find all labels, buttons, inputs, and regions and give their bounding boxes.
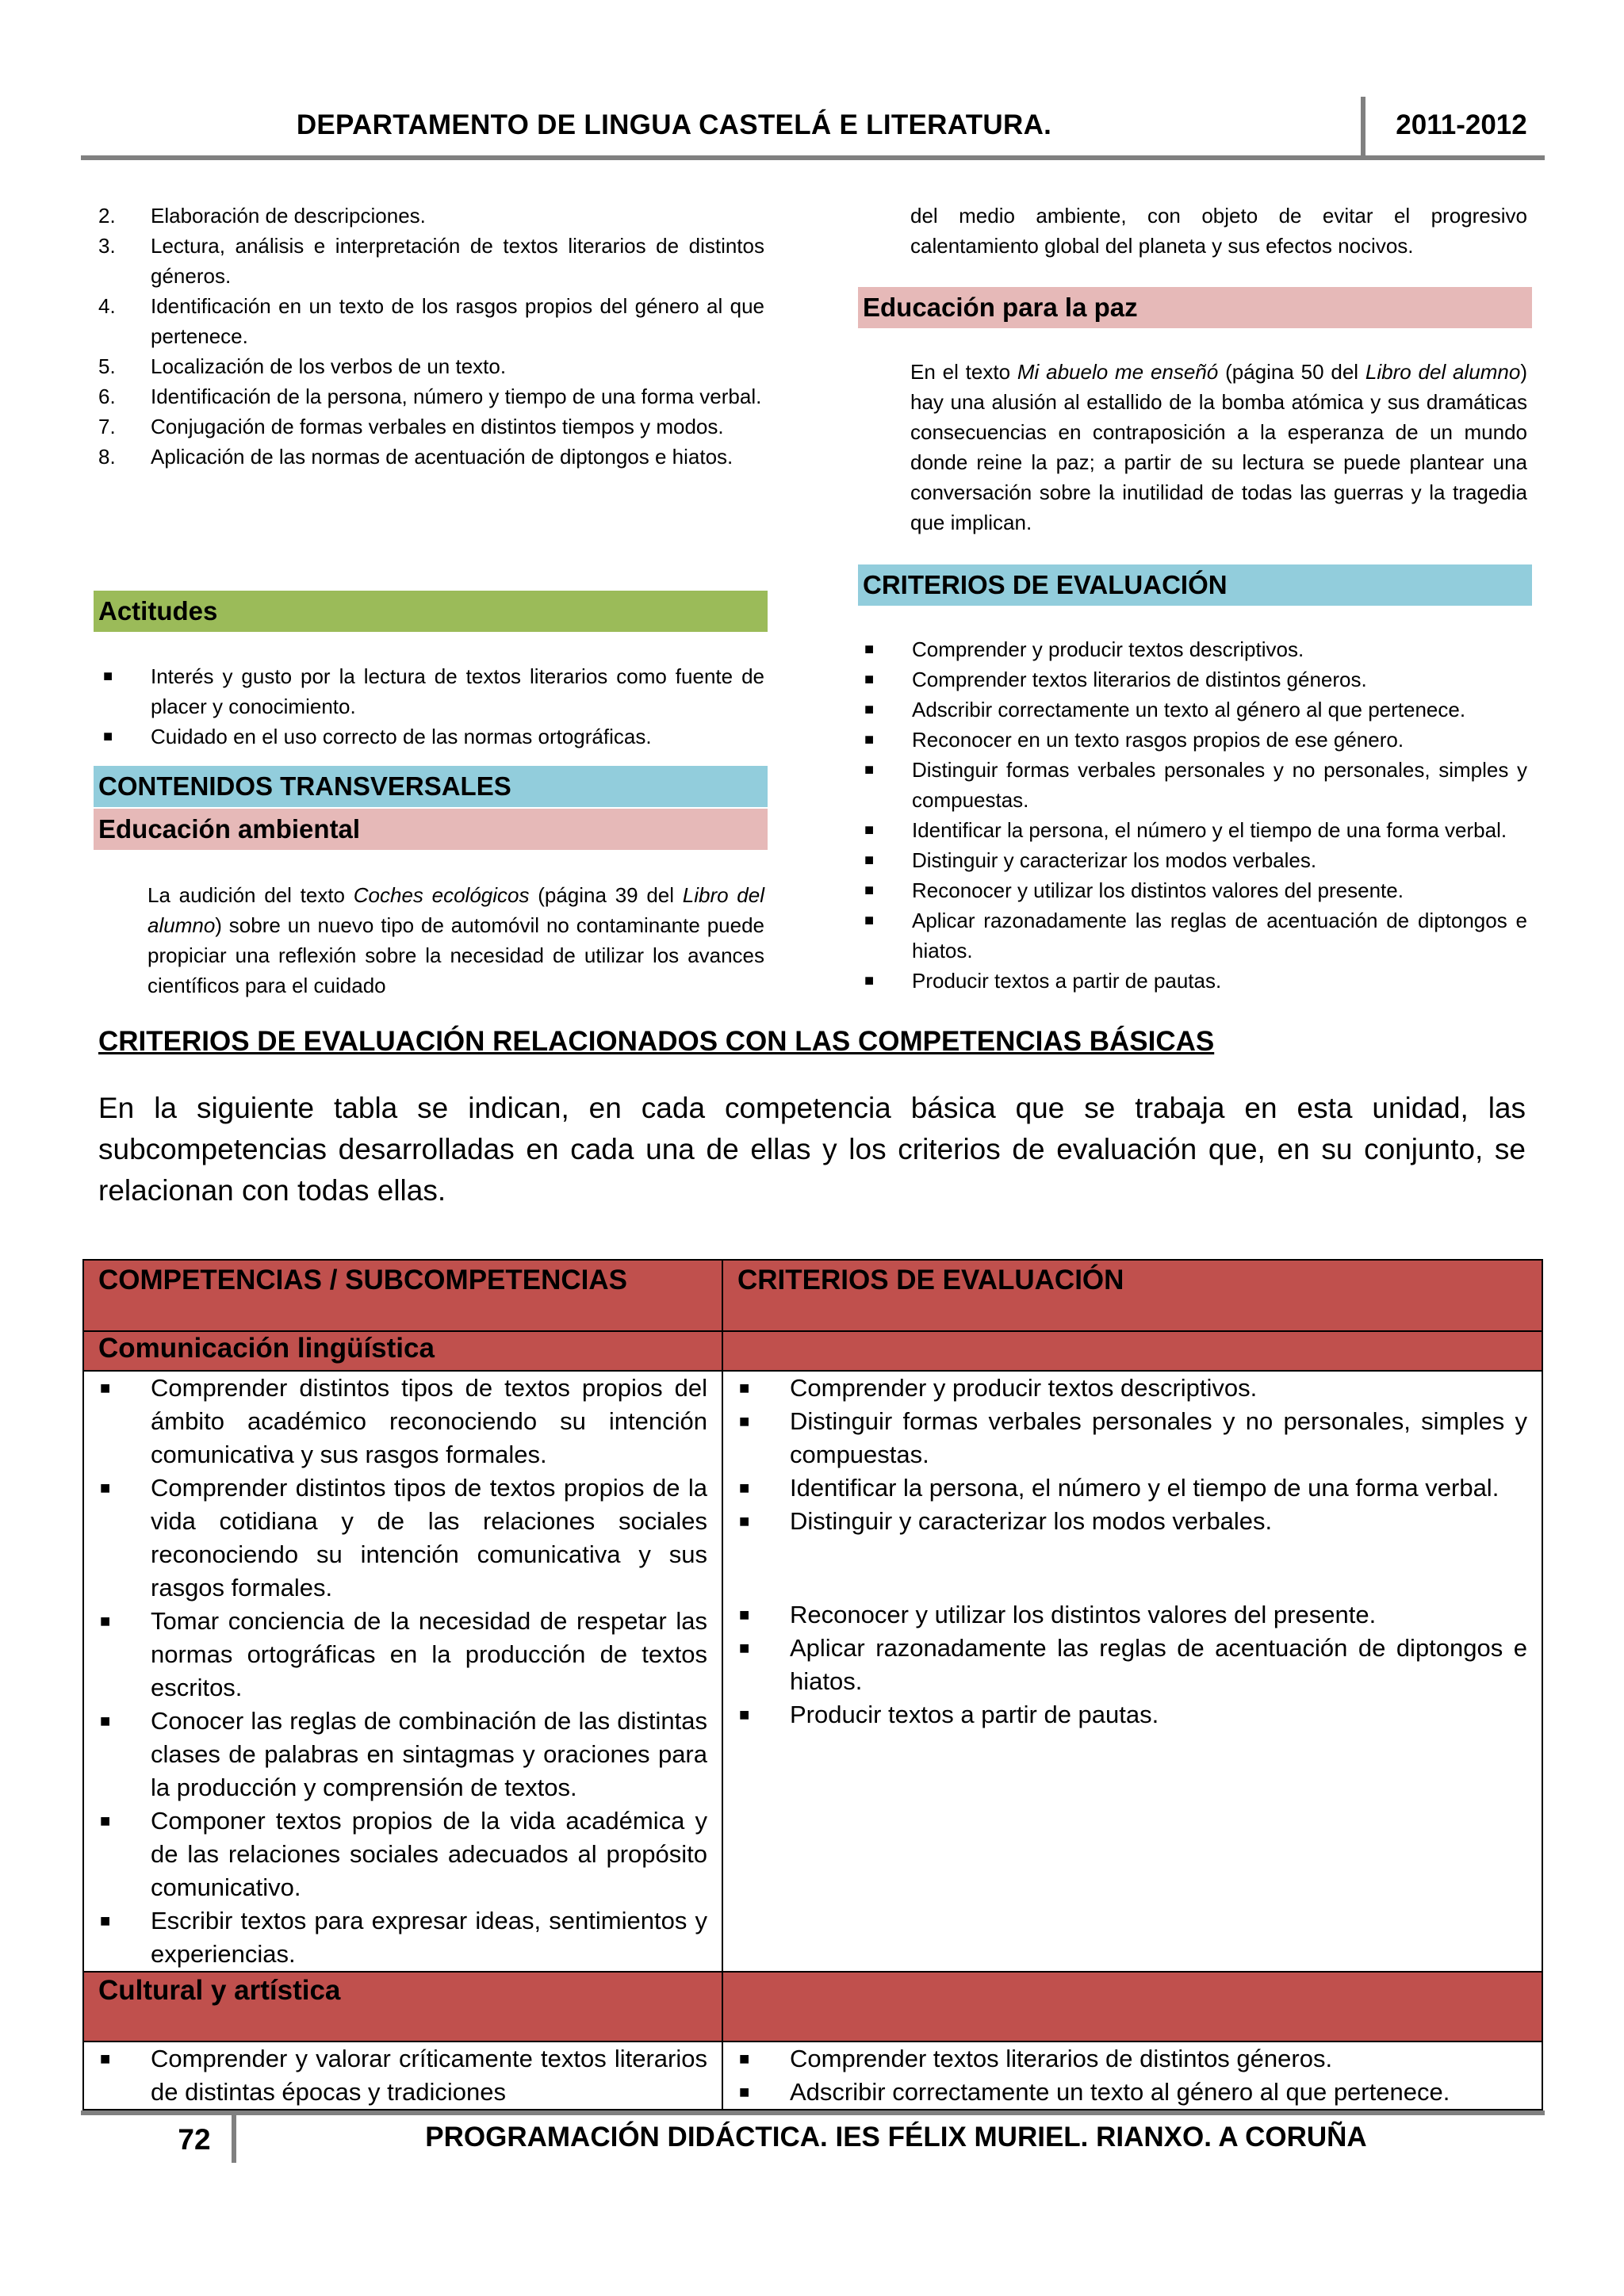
list-item: ■ Adscribir correctamente un texto al género al que pertenece. [739,2078,1450,2106]
list-item: ■ Conocer las reglas de combinación de las distintas clases de palabras en sintagmas y oraciones para la producción y comprensión de textos. [100,1707,707,1801]
table-row [83,1371,1542,1972]
table-header-criterios: CRITERIOS DE EVALUACIÓN [722,1260,1542,1331]
list-item: ■ Distinguir formas verbales personales y no personales, simples y compuestas. [864,758,1527,812]
list-item: ■ Comprender textos literarios de distintos géneros. [739,2045,1333,2072]
comunicacion-criterios [722,1371,1542,1972]
footer-title: PROGRAMACIÓN DIDÁCTICA. IES FÉLIX MURIEL. RIANXO. A CORUÑA [425,2122,1367,2152]
table-row [83,1331,1542,1371]
list-item: ■ Cuidado en el uso correcto de las normas ortográficas. [103,725,652,748]
list-item: ■ Comprender y producir textos descriptivos. [864,637,1304,661]
table-row [83,2042,1542,2110]
list-item: ■ Identificar la persona, el número y el tiempo de una forma verbal. [739,1474,1500,1502]
actitudes-section [98,661,764,752]
comunicacion-title: Comunicación lingüística [83,1331,722,1371]
paz-paragraph: En el texto Mi abuelo me enseñó (página 50 del Libro del alumno) hay una alusión al estallido de la bomba atómica y sus dramáticas consecuencias en contraposición a la esperanza de un mundo donde reine la paz; a partir de su lectura se puede plantear una conversación sobre la inutilidad de todas las guerras y la tragedia que implican. [910,360,1528,534]
table-row [83,1972,1542,2042]
list-item: ■ Comprender y valorar críticamente textos literarios de distintas épocas y tradiciones [100,2045,707,2106]
section-title: CRITERIOS DE EVALUACIÓN RELACIONADOS CON LAS COMPETENCIAS BÁSICAS [98,1026,1215,1057]
table-header-competencias: COMPETENCIAS / SUBCOMPETENCIAS [83,1260,722,1331]
list-item: ■ Comprender y producir textos descriptivos. [739,1374,1258,1402]
list-item: 7. Conjugación de formas verbales en distintos tiempos y modos. [98,415,724,438]
list-item: ■ Tomar conciencia de la necesidad de respetar las normas ortográficas en la producción de textos escritos. [100,1607,707,1701]
list-item: 8. Aplicación de las normas de acentuación de diptongos e hiatos. [98,445,733,469]
list-item: ■ Escribir textos para expresar ideas, sentimientos y experiencias. [100,1907,707,1968]
header-divider [1361,97,1365,159]
cultural-criterios [722,2042,1542,2110]
list-item: 5. Localización de los verbos de un texto. [98,354,507,378]
list-item: ■ Producir textos a partir de pautas. [864,969,1222,993]
transversales-heading: CONTENIDOS TRANSVERSALES [94,766,768,807]
list-item: ■ Aplicar razonadamente las reglas de acentuación de diptongos e hiatos. [864,909,1527,962]
page-number: 72 [178,2123,211,2156]
actitudes-list [98,661,764,752]
list-item: ■ Comprender textos literarios de distintos géneros. [864,668,1367,691]
list-item: ■ Reconocer y utilizar los distintos valores del presente. [864,878,1404,902]
ambiental-paragraph: La audición del texto Coches ecológicos (página 39 del Libro del alumno) sobre un nuevo tipo de automóvil no contaminante puede propiciar una reflexión sobre la necesidad de utilizar los avances científicos para el cuidado [147,883,765,997]
header-year: 2011-2012 [1396,109,1527,140]
list-item: ■ Identificar la persona, el número y el tiempo de una forma verbal. [864,818,1507,842]
left-column [98,201,764,472]
ambiental-heading: Educación ambiental [94,809,768,850]
footer-divider [232,2115,236,2163]
list-item: ■ Componer textos propios de la vida académica y de las relaciones sociales adecuados al propósito comunicativo. [100,1807,707,1901]
list-item: 2. Elaboración de descripciones. [98,204,426,228]
section-intro: En la siguiente tabla se indican, en cada competencia básica que se trabaja en esta unidad, las subcompetencias desarrolladas en cada una de ellas y los criterios de evaluación que, en su conjunto, se relacionan con todas ellas. [98,1092,1526,1207]
paz-heading: Educación para la paz [858,287,1532,328]
list-item: ■ Comprender distintos tipos de textos propios del ámbito académico reconociendo su intención comunicativa y sus rasgos formales. [100,1374,707,1468]
list-item: ■ Comprender distintos tipos de textos propios de la vida cotidiana y de las relaciones sociales reconociendo su intención comunicativa y sus rasgos formales. [100,1474,707,1601]
list-item: ■ Reconocer en un texto rasgos propios de ese género. [864,728,1404,752]
list-item: ■ Interés y gusto por la lectura de textos literarios como fuente de placer y conocimiento. [103,664,764,718]
list-item: ■ Aplicar razonadamente las reglas de acentuación de diptongos e hiatos. [739,1634,1527,1695]
right-column-continuation: del medio ambiente, con objeto de evitar el progresivo calentamiento global del planeta y sus efectos nocivos. [910,204,1527,258]
cultural-title: Cultural y artística [83,1972,722,2042]
list-item: ■ Distinguir formas verbales personales y no personales, simples y compuestas. [739,1407,1527,1468]
competencias-table [82,1259,1543,2110]
criterios-heading: CRITERIOS DE EVALUACIÓN [858,564,1532,606]
list-item: 3. Lectura, análisis e interpretación de textos literarios de distintos géneros. [98,234,764,288]
header-rule [81,155,1545,160]
actitudes-heading: Actitudes [94,591,768,632]
list-item: ■ Reconocer y utilizar los distintos valores del presente. [739,1601,1377,1628]
procedures-list [98,201,764,472]
list-item: ■ Adscribir correctamente un texto al género al que pertenece. [864,698,1466,721]
cultural-subcompetencias [83,2042,722,2110]
comunicacion-subcompetencias [83,1371,722,1972]
header-title: DEPARTAMENTO DE LINGUA CASTELÁ E LITERATURA. [296,109,1052,140]
list-item: ■ Producir textos a partir de pautas. [739,1701,1159,1728]
table-header-row [83,1260,1542,1331]
criterios-list [860,634,1527,996]
criterios-section [860,634,1527,996]
footer-rule [81,2110,1545,2115]
list-item: 4. Identificación en un texto de los rasgos propios del género al que pertenece. [98,294,764,348]
list-item: 6. Identificación de la persona, número y tiempo de una forma verbal. [98,385,762,408]
list-item: ■ Distinguir y caracterizar los modos verbales. [864,848,1317,872]
list-item: ■ Distinguir y caracterizar los modos verbales. [739,1507,1273,1535]
